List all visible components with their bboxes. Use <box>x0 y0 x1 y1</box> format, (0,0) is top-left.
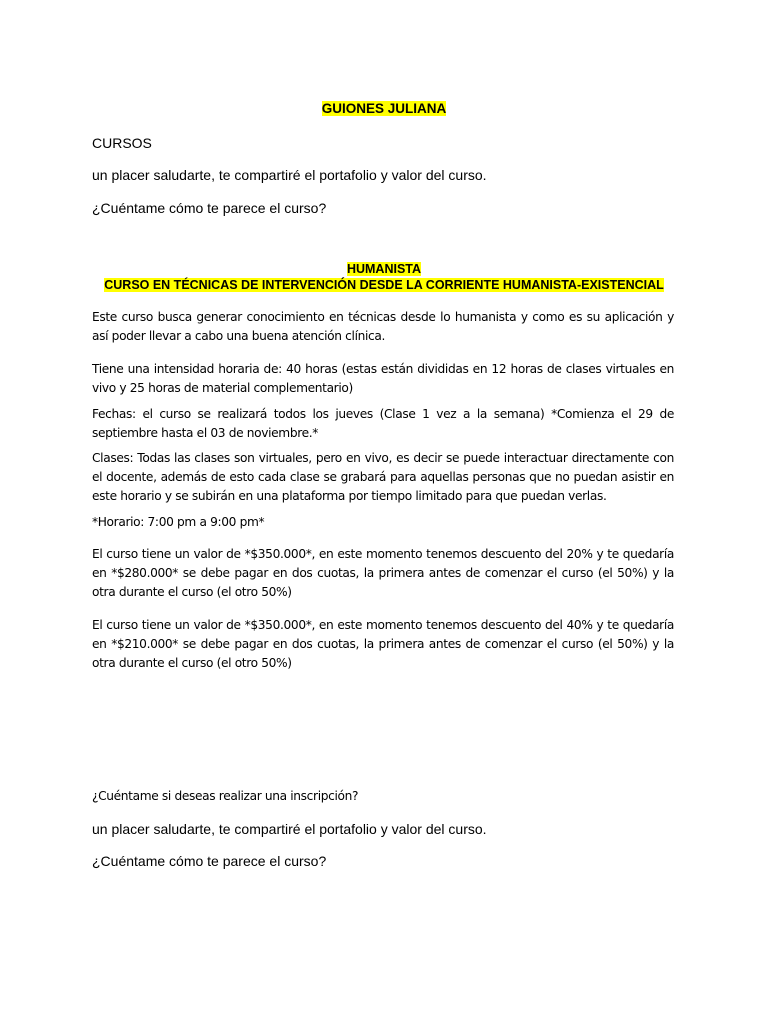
course-category: HUMANISTA <box>346 262 422 276</box>
course-classes: Clases: Todas las clases son virtuales, pero en vivo, es decir se puede interactuar directamente con el docente, además de esto cada clase se grabará para aquellas personas que no puedan asistir en este horario y se subirán en una plataforma por tiempo limitado para que puedan verlas. <box>92 451 674 503</box>
document-title: GUIONES JULIANA <box>321 101 447 116</box>
course-title-block <box>0 277 768 293</box>
enroll-question: ¿Cuéntame si deseas realizar una inscripción? <box>92 789 359 803</box>
price-offer-20: El curso tiene un valor de *$350.000*, en este momento tenemos descuento del 20% y te quedaría en *$280.000* se debe pagar en dos cuotas, la primera antes de comenzar el curso (el 50%) y la otra durante el curso (el otro 50%) <box>92 547 674 599</box>
price-offer-40: El curso tiene un valor de *$350.000*, en este momento tenemos descuento del 40% y te quedaría en *$210.000* se debe pagar en dos cuotas, la primera antes de comenzar el curso (el 50%) y la otra durante el curso (el otro 50%) <box>92 618 674 670</box>
course-question: ¿Cuéntame cómo te parece el curso? <box>92 200 327 216</box>
course-dates: Fechas: el curso se realizará todos los jueves (Clase 1 vez a la semana) *Comienza el 29 de septiembre hasta el 03 de noviembre.* <box>92 407 674 440</box>
course-schedule: *Horario: 7:00 pm a 9:00 pm* <box>92 515 265 529</box>
section-label: CURSOS <box>92 135 152 151</box>
greeting-paragraph: un placer saludarte, te compartiré el portafolio y valor del curso. <box>92 167 487 183</box>
document-title-block <box>0 100 768 118</box>
course-category-block <box>0 261 768 277</box>
course-question-repeat: ¿Cuéntame cómo te parece el curso? <box>92 853 327 869</box>
course-description: Este curso busca generar conocimiento en técnicas desde lo humanista y como es su aplicación y así poder llevar a cabo una buena atención clínica. <box>92 310 674 343</box>
greeting-paragraph-repeat: un placer saludarte, te compartiré el portafolio y valor del curso. <box>92 821 487 837</box>
course-intensity: Tiene una intensidad horaria de: 40 horas (estas están divididas en 12 horas de clases virtuales en vivo y 25 horas de material complementario) <box>92 362 674 395</box>
course-title: CURSO EN TÉCNICAS DE INTERVENCIÓN DESDE LA CORRIENTE HUMANISTA-EXISTENCIAL <box>104 278 664 292</box>
